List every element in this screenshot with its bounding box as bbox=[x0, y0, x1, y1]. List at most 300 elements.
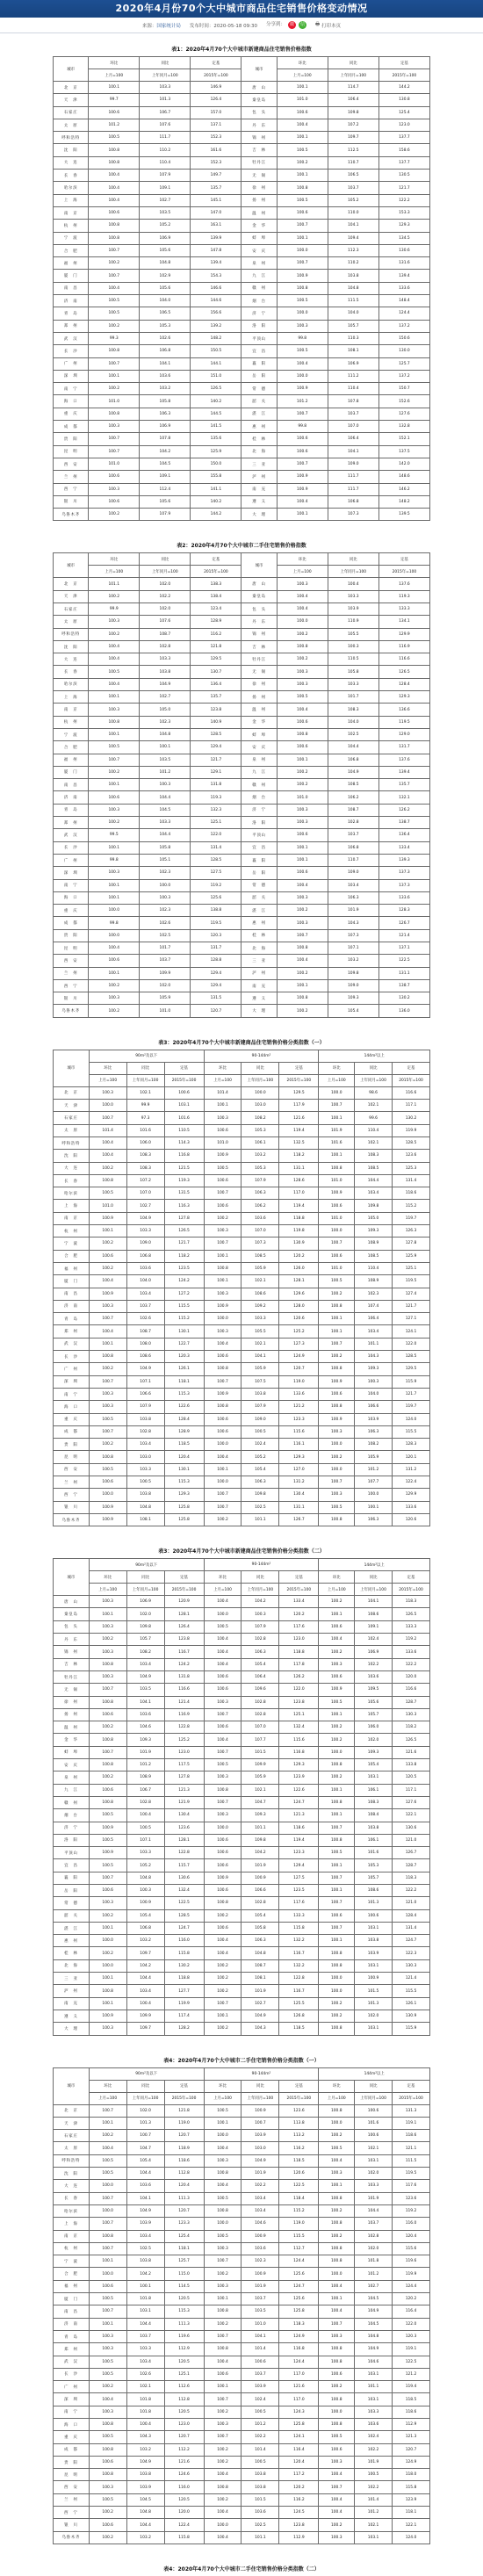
table-row bbox=[54, 182, 430, 194]
index-value: 115.8 bbox=[279, 1922, 319, 1934]
index-value: 114.3 bbox=[164, 1136, 204, 1149]
index-value: 100.8 bbox=[319, 2255, 355, 2268]
city-name: 吉 林 bbox=[54, 1658, 90, 1670]
index-value: 111.5 bbox=[328, 295, 378, 307]
price-index-table bbox=[53, 552, 430, 1017]
index-value: 128.0 bbox=[279, 1300, 319, 1312]
index-value: 102.4 bbox=[355, 2431, 393, 2443]
index-value: 119.1 bbox=[393, 2117, 430, 2129]
table-row bbox=[54, 817, 430, 829]
index-value: 105.1 bbox=[140, 854, 191, 866]
index-value: 100.5 bbox=[89, 2431, 126, 2443]
index-value: 157.0 bbox=[191, 106, 242, 119]
index-value: 101.0 bbox=[89, 458, 140, 470]
city-name: 无 锡 bbox=[242, 170, 277, 182]
index-value: 106.8 bbox=[328, 841, 378, 854]
index-value: 100.8 bbox=[319, 2104, 355, 2117]
index-value: 124.7 bbox=[279, 1796, 319, 1808]
index-value: 107.3 bbox=[242, 1237, 279, 1250]
city-name: 哈尔滨 bbox=[54, 1187, 90, 1200]
index-value: 100.0 bbox=[319, 2406, 355, 2418]
index-value: 121.3 bbox=[393, 2431, 430, 2443]
index-value: 103.4 bbox=[126, 2230, 164, 2242]
index-value: 104.0 bbox=[140, 295, 191, 307]
index-value: 104.5 bbox=[140, 804, 191, 816]
city-name: 南 京 bbox=[54, 1212, 90, 1224]
index-value: 128.7 bbox=[393, 1859, 430, 1872]
index-value: 100.8 bbox=[89, 144, 140, 156]
index-value: 115.8 bbox=[393, 2481, 430, 2493]
city-name: 武 汉 bbox=[54, 829, 89, 841]
city-name: 遵 义 bbox=[54, 2010, 90, 2022]
index-value: 100.7 bbox=[319, 2318, 355, 2330]
index-value: 122.8 bbox=[279, 1973, 319, 1985]
index-value: 103.5 bbox=[126, 1684, 164, 1696]
index-value: 120.7 bbox=[393, 2443, 430, 2456]
index-value: 100.8 bbox=[89, 2230, 126, 2242]
city-name: 广 州 bbox=[54, 1363, 90, 1375]
index-value: 100.4 bbox=[319, 1634, 355, 1646]
index-value: 117.9 bbox=[279, 1100, 319, 1112]
index-value: 115.5 bbox=[393, 1985, 430, 1997]
table-row bbox=[54, 1670, 430, 1683]
index-value: 101.1 bbox=[242, 1513, 279, 1526]
index-value: 103.8 bbox=[242, 2469, 279, 2481]
city-name: 温 州 bbox=[242, 704, 277, 716]
table-row bbox=[54, 1859, 430, 1872]
index-value: 100.4 bbox=[126, 2418, 164, 2430]
index-value: 101.2 bbox=[355, 2507, 393, 2519]
table-row bbox=[54, 1608, 430, 1620]
table-row bbox=[54, 779, 430, 791]
index-value: 107.9 bbox=[242, 1620, 279, 1633]
city-name: 宁 波 bbox=[54, 232, 89, 244]
table-row bbox=[54, 1388, 430, 1400]
column-subheader: 上月=100 bbox=[89, 69, 140, 82]
index-value: 100.5 bbox=[89, 132, 140, 144]
index-value: 103.6 bbox=[355, 2418, 393, 2430]
column-header-yoy: 同比 bbox=[328, 57, 378, 69]
index-value: 100.6 bbox=[89, 495, 140, 508]
index-value: 100.5 bbox=[355, 2469, 393, 2481]
city-name: 南 京 bbox=[54, 2230, 90, 2242]
city-name: 武 汉 bbox=[54, 2356, 90, 2368]
index-value: 112.9 bbox=[164, 2343, 204, 2356]
index-value: 130.6 bbox=[378, 244, 429, 256]
index-value: 100.0 bbox=[204, 1608, 242, 1620]
index-value: 104.5 bbox=[355, 2293, 393, 2305]
index-value: 154.3 bbox=[191, 270, 242, 282]
index-value: 100.8 bbox=[277, 728, 328, 740]
index-value: 107.0 bbox=[328, 421, 378, 433]
index-value: 100.0 bbox=[89, 1935, 126, 1947]
index-value: 101.9 bbox=[126, 1746, 164, 1758]
index-value: 125.6 bbox=[191, 891, 242, 904]
city-name: 杭 州 bbox=[54, 1225, 90, 1237]
index-value: 100.5 bbox=[277, 295, 328, 307]
index-value: 103.7 bbox=[328, 182, 378, 194]
index-value: 115.2 bbox=[393, 1200, 430, 1212]
index-value: 100.6 bbox=[319, 1670, 355, 1683]
index-value: 120.5 bbox=[393, 1771, 430, 1784]
index-value: 136.4 bbox=[378, 829, 429, 841]
index-value: 147.8 bbox=[191, 244, 242, 256]
index-value: 131.4 bbox=[393, 1922, 430, 1934]
city-name: 成 都 bbox=[54, 1425, 90, 1438]
index-value: 124.9 bbox=[279, 2330, 319, 2342]
index-value: 123.6 bbox=[393, 2192, 430, 2204]
index-value: 100.8 bbox=[204, 2481, 242, 2493]
index-value: 106.4 bbox=[355, 1313, 393, 1325]
index-value: 148.2 bbox=[378, 495, 429, 508]
column-subheader: 上年同月=100 bbox=[328, 69, 378, 82]
index-value: 103.1 bbox=[355, 2368, 393, 2380]
index-value: 110.0 bbox=[328, 206, 378, 219]
table-row bbox=[54, 421, 430, 433]
city-name: 沈 阳 bbox=[54, 640, 89, 653]
index-value: 100.8 bbox=[89, 1174, 126, 1187]
index-value: 100.5 bbox=[242, 1425, 279, 1438]
index-value: 104.9 bbox=[126, 1212, 164, 1224]
index-value: 126.1 bbox=[393, 1997, 430, 2010]
index-value: 119.3 bbox=[164, 1174, 204, 1187]
city-name: 沈 阳 bbox=[54, 144, 89, 156]
index-value: 100.6 bbox=[164, 1086, 204, 1099]
index-value: 106.9 bbox=[140, 232, 191, 244]
index-value: 103.0 bbox=[242, 1100, 279, 1112]
index-value: 125.5 bbox=[279, 1997, 319, 2010]
index-value: 146.6 bbox=[191, 282, 242, 294]
source-link[interactable]: 国家统计局 bbox=[156, 23, 181, 29]
index-value: 102.7 bbox=[126, 1200, 164, 1212]
index-value: 103.7 bbox=[242, 2293, 279, 2305]
city-name: 上 海 bbox=[54, 194, 89, 206]
table-row bbox=[54, 1909, 430, 1922]
index-value: 156.6 bbox=[191, 307, 242, 320]
index-value: 100.0 bbox=[89, 1100, 126, 1112]
index-value: 119.9 bbox=[164, 1997, 204, 2010]
index-value: 128.3 bbox=[393, 1439, 430, 1451]
index-value: 100.6 bbox=[89, 206, 140, 219]
column-header-yoy: 同比 bbox=[328, 553, 378, 566]
index-value: 121.7 bbox=[164, 1237, 204, 1250]
index-value: 129.3 bbox=[279, 1451, 319, 1463]
index-value: 100.8 bbox=[319, 1959, 355, 1972]
table-row bbox=[54, 841, 430, 854]
column-header-city: 城市 bbox=[242, 57, 277, 82]
city-name: 广 州 bbox=[54, 854, 89, 866]
index-value: 130.2 bbox=[164, 1959, 204, 1972]
index-value: 104.9 bbox=[126, 2456, 164, 2468]
index-value: 115.3 bbox=[164, 1388, 204, 1400]
index-value: 107.2 bbox=[126, 1174, 164, 1187]
table-row bbox=[54, 1100, 430, 1112]
index-value: 100.5 bbox=[89, 2154, 126, 2167]
column-group-under90: 90m²及以下 bbox=[89, 2067, 204, 2080]
index-value: 109.0 bbox=[328, 458, 378, 470]
index-value: 120.7 bbox=[164, 2431, 204, 2443]
index-value: 138.7 bbox=[378, 817, 429, 829]
index-value: 100.2 bbox=[319, 2204, 355, 2217]
index-value: 100.3 bbox=[328, 640, 378, 653]
city-name: 武 汉 bbox=[54, 332, 89, 344]
city-name: 锦 州 bbox=[54, 1646, 90, 1658]
index-value: 100.4 bbox=[204, 1935, 242, 1947]
index-value: 152.6 bbox=[378, 395, 429, 408]
index-value: 115.2 bbox=[164, 1313, 204, 1325]
index-value: 104.4 bbox=[126, 2318, 164, 2330]
index-value: 135.7 bbox=[378, 779, 429, 791]
price-index-table bbox=[53, 1558, 430, 2035]
index-value: 100.8 bbox=[319, 1363, 355, 1375]
column-header-mom: 环比 bbox=[89, 1571, 126, 1584]
index-value: 128.4 bbox=[164, 1413, 204, 1425]
index-value: 100.5 bbox=[319, 1847, 355, 1859]
index-value: 100.7 bbox=[89, 244, 140, 256]
index-value: 102.3 bbox=[140, 867, 191, 879]
index-value: 102.8 bbox=[242, 1897, 279, 1909]
index-value: 100.4 bbox=[277, 704, 328, 716]
weibo-share-icon[interactable]: 微 bbox=[289, 22, 294, 27]
index-value: 101.0 bbox=[242, 2318, 279, 2330]
index-value: 104.9 bbox=[126, 2204, 164, 2217]
column-group-mid: 90-144m² bbox=[204, 1559, 319, 1571]
index-value: 106.3 bbox=[328, 891, 378, 904]
index-value: 122.4 bbox=[393, 1476, 430, 1488]
index-value: 132.5 bbox=[279, 1136, 319, 1149]
table-row bbox=[54, 2255, 430, 2268]
city-name: 常 德 bbox=[242, 879, 277, 891]
index-value: 102.2 bbox=[355, 2481, 393, 2493]
index-value: 120.5 bbox=[164, 2293, 204, 2305]
city-name: 济 宁 bbox=[54, 1822, 90, 1834]
index-value: 100.2 bbox=[319, 2010, 355, 2022]
city-name: 丹 东 bbox=[242, 119, 277, 131]
index-value: 100.1 bbox=[89, 841, 140, 854]
city-name: 徐 州 bbox=[54, 1696, 90, 1708]
table-row bbox=[54, 1325, 430, 1338]
index-value: 126.5 bbox=[191, 383, 242, 395]
index-value: 127.6 bbox=[393, 1796, 430, 1808]
index-value: 100.4 bbox=[204, 2356, 242, 2368]
city-name: 大 理 bbox=[242, 509, 277, 521]
index-value: 116.4 bbox=[393, 2305, 430, 2318]
index-value: 100.4 bbox=[89, 1325, 126, 1338]
index-value: 100.8 bbox=[277, 992, 328, 1005]
index-value: 100.9 bbox=[204, 1150, 242, 1162]
table-row bbox=[54, 1897, 430, 1909]
index-value: 108.1 bbox=[242, 1973, 279, 1985]
index-value: 100.7 bbox=[89, 2242, 126, 2255]
index-value: 100.5 bbox=[89, 2293, 126, 2305]
table-row bbox=[54, 628, 430, 640]
table-row bbox=[54, 678, 430, 690]
index-value: 101.6 bbox=[355, 1847, 393, 1859]
index-value: 140.2 bbox=[191, 395, 242, 408]
index-value: 100.2 bbox=[204, 1513, 242, 1526]
index-value: 101.9 bbox=[242, 1859, 279, 1872]
index-value: 100.7 bbox=[277, 929, 328, 942]
index-value: 100.7 bbox=[204, 1708, 242, 1721]
index-value: 102.1 bbox=[242, 1275, 279, 1288]
index-value: 120.5 bbox=[164, 2493, 204, 2506]
index-value: 100.3 bbox=[89, 1670, 126, 1683]
city-name: 乌鲁木齐 bbox=[54, 1005, 89, 1017]
city-name: 呼和浩特 bbox=[54, 1136, 90, 1149]
index-value: 100.8 bbox=[319, 1947, 355, 1959]
index-value: 123.3 bbox=[279, 1413, 319, 1425]
city-name: 海 口 bbox=[54, 1401, 90, 1413]
index-value: 111.2 bbox=[328, 370, 378, 382]
index-value: 137.3 bbox=[378, 867, 429, 879]
city-name: 洛 阳 bbox=[54, 1834, 90, 1846]
index-value: 121.7 bbox=[378, 182, 429, 194]
print-button[interactable] bbox=[315, 21, 341, 29]
index-value: 100.8 bbox=[277, 282, 328, 294]
index-value: 100.1 bbox=[319, 1608, 355, 1620]
city-name: 济 南 bbox=[54, 1300, 90, 1312]
table-row bbox=[54, 1237, 430, 1250]
index-value: 100.3 bbox=[319, 1489, 355, 1501]
index-value: 103.8 bbox=[126, 2469, 164, 2481]
city-name: 哈尔滨 bbox=[54, 182, 89, 194]
index-value: 101.6 bbox=[319, 1136, 355, 1149]
index-value: 100.6 bbox=[355, 2104, 393, 2117]
table-row bbox=[54, 2154, 430, 2167]
index-value: 107.1 bbox=[328, 942, 378, 955]
index-value: 122.0 bbox=[393, 1338, 430, 1350]
column-subheader: 2015年=100 bbox=[393, 1584, 430, 1596]
index-value: 100.8 bbox=[277, 182, 328, 194]
city-name: 成 都 bbox=[54, 2443, 90, 2456]
print-icon: 🖶 bbox=[314, 22, 321, 27]
city-name: 厦 门 bbox=[54, 766, 89, 778]
index-value: 119.4 bbox=[279, 1834, 319, 1846]
index-value: 100.7 bbox=[204, 1187, 242, 1200]
index-value: 106.9 bbox=[355, 1646, 393, 1658]
index-value: 123.8 bbox=[279, 2519, 319, 2531]
index-value: 100.0 bbox=[204, 1439, 242, 1451]
column-subheader: 上月=100 bbox=[319, 2092, 355, 2104]
index-value: 105.3 bbox=[242, 1124, 279, 1136]
city-name: 无 锡 bbox=[242, 666, 277, 678]
index-value: 100.5 bbox=[89, 2356, 126, 2368]
index-value: 105.6 bbox=[140, 244, 191, 256]
index-value: 100.7 bbox=[277, 408, 328, 420]
column-header-mom: 环比 bbox=[204, 1062, 242, 1074]
index-value: 101.9 bbox=[355, 2192, 393, 2204]
index-value: 101.4 bbox=[242, 2343, 279, 2356]
table-row bbox=[54, 1596, 430, 1608]
index-value: 138.8 bbox=[191, 905, 242, 917]
index-value: 100.5 bbox=[204, 2230, 242, 2242]
index-value: 100.4 bbox=[89, 2393, 126, 2406]
index-value: 103.8 bbox=[126, 2255, 164, 2268]
index-value: 110.3 bbox=[328, 332, 378, 344]
index-value: 100.1 bbox=[89, 691, 140, 704]
index-value: 108.0 bbox=[126, 1338, 164, 1350]
index-value: 109.0 bbox=[126, 1237, 164, 1250]
table-row bbox=[54, 483, 430, 495]
index-value: 108.9 bbox=[126, 1771, 164, 1784]
index-value: 121.6 bbox=[393, 1746, 430, 1758]
table-row bbox=[54, 728, 430, 740]
index-value: 102.2 bbox=[355, 1658, 393, 1670]
city-name: 蚌 埠 bbox=[242, 728, 277, 740]
index-value: 101.3 bbox=[126, 2117, 164, 2129]
index-value: 101.3 bbox=[355, 1997, 393, 2010]
index-value: 100.6 bbox=[204, 1174, 242, 1187]
index-value: 121.9 bbox=[164, 1796, 204, 1808]
index-value: 100.9 bbox=[204, 1388, 242, 1400]
column-subheader: 上年同月=100 bbox=[126, 1584, 164, 1596]
table-row bbox=[54, 119, 430, 131]
city-name: 天 津 bbox=[54, 590, 89, 603]
index-value: 100.4 bbox=[277, 590, 328, 603]
index-value: 109.5 bbox=[355, 1684, 393, 1696]
index-value: 100.4 bbox=[319, 2154, 355, 2167]
index-value: 150.5 bbox=[191, 345, 242, 357]
column-header-fixed: 定基 bbox=[279, 1571, 319, 1584]
city-name: 济 南 bbox=[54, 295, 89, 307]
index-value: 99.9 bbox=[126, 1100, 164, 1112]
table-row bbox=[54, 2318, 430, 2330]
index-value: 103.9 bbox=[328, 603, 378, 615]
index-value: 100.1 bbox=[89, 1608, 126, 1620]
index-value: 122.2 bbox=[393, 1885, 430, 1897]
index-value: 100.3 bbox=[319, 2531, 355, 2544]
index-value: 104.8 bbox=[126, 2507, 164, 2519]
wechat-share-icon[interactable]: 信 bbox=[299, 22, 305, 27]
index-value: 110.4 bbox=[355, 1262, 393, 1274]
index-value: 123.6 bbox=[393, 1150, 430, 1162]
index-value: 128.1 bbox=[279, 1275, 319, 1288]
city-name: 大 连 bbox=[54, 1162, 90, 1174]
index-value: 100.9 bbox=[242, 2268, 279, 2280]
index-value: 103.6 bbox=[126, 2180, 164, 2192]
index-value: 100.3 bbox=[89, 2343, 126, 2356]
index-value: 102.0 bbox=[355, 2168, 393, 2180]
index-value: 105.0 bbox=[355, 1212, 393, 1224]
index-value: 102.1 bbox=[355, 1100, 393, 1112]
index-value: 112.3 bbox=[328, 244, 378, 256]
index-value: 153.3 bbox=[378, 206, 429, 219]
index-value: 103.4 bbox=[242, 2192, 279, 2204]
index-value: 137.6 bbox=[378, 754, 429, 766]
index-value: 104.0 bbox=[355, 1388, 393, 1400]
index-value: 104.2 bbox=[126, 1959, 164, 1972]
table-row bbox=[54, 905, 430, 917]
city-name: 平顶山 bbox=[242, 829, 277, 841]
index-value: 100.8 bbox=[89, 220, 140, 232]
source bbox=[142, 22, 181, 29]
index-value: 100.7 bbox=[89, 1684, 126, 1696]
index-value: 104.4 bbox=[140, 829, 191, 841]
table-row bbox=[54, 1476, 430, 1488]
index-value: 112.4 bbox=[140, 483, 191, 495]
index-value: 123.5 bbox=[164, 1262, 204, 1274]
index-value: 105.4 bbox=[242, 1658, 279, 1670]
index-value: 102.0 bbox=[355, 2010, 393, 2022]
table-row bbox=[54, 1313, 430, 1325]
index-value: 125.6 bbox=[279, 2268, 319, 2280]
index-value: 100.6 bbox=[89, 471, 140, 483]
index-value: 149.7 bbox=[191, 170, 242, 182]
index-value: 109.8 bbox=[328, 106, 378, 119]
table-row bbox=[54, 955, 430, 967]
index-value: 100.2 bbox=[89, 1771, 126, 1784]
index-value: 103.2 bbox=[328, 955, 378, 967]
